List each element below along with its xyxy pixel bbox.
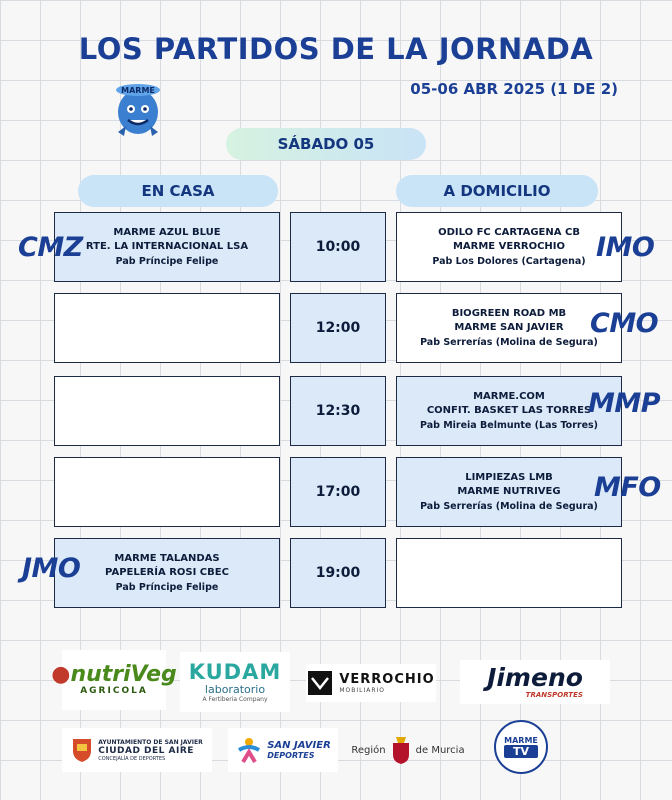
time-box	[290, 457, 386, 527]
match-time: 17:00	[315, 484, 361, 500]
ayto-san-javier-logo	[62, 728, 212, 772]
away-match-box	[396, 457, 622, 527]
away-match-box	[396, 212, 622, 282]
nutriveg-sub: AGRICOLA	[80, 686, 148, 696]
ayto-line2: CIUDAD DEL AIRE	[98, 745, 194, 756]
sjd-name: SAN JAVIER	[267, 740, 331, 751]
nutriveg-name: nutriVeg	[70, 662, 177, 687]
time-box	[290, 293, 386, 363]
sjd-sub: DEPORTES	[267, 751, 315, 760]
date-label: 05-06 ABR 2025 (1 DE 2)	[410, 80, 618, 98]
away-venue: Pab Los Dolores (Cartagena)	[432, 255, 586, 267]
away-team-1: ODILO FC CARTAGENA CB	[438, 226, 580, 238]
jimeno-name: Jimeno	[487, 663, 583, 692]
time-box	[290, 376, 386, 446]
verrochio-sub: MOBILIARIO	[339, 687, 385, 694]
match-time: 12:30	[315, 403, 361, 419]
day-pill: SÁBADO 05	[226, 128, 426, 160]
home-team-1: MARME TALANDAS	[114, 552, 220, 564]
home-match-box	[54, 538, 280, 608]
category-label: CMO	[590, 308, 659, 339]
home-venue: Pab Príncipe Felipe	[115, 255, 219, 267]
home-column-header: EN CASA	[78, 175, 278, 207]
home-team-2: PAPELERÍA ROSI CBEC	[105, 566, 229, 578]
home-match-box-empty	[54, 293, 280, 363]
ayto-line1: AYUNTAMIENTO DE SAN JAVIER	[98, 738, 203, 746]
mascot-logo-text: MARME	[121, 86, 155, 95]
category-label: MFO	[594, 472, 661, 503]
san-javier-deportes-logo	[228, 728, 338, 772]
home-venue: Pab Príncipe Felipe	[115, 581, 219, 593]
home-match-box-empty	[54, 457, 280, 527]
kudam-sub: laboratorio	[204, 683, 266, 696]
verrochio-name: VERROCHIO	[339, 672, 435, 687]
marme-tv-sub: TV	[504, 745, 538, 758]
ayto-line3: CONCEJALÍA DE DEPORTES	[98, 755, 166, 762]
away-venue: Pab Serrerías (Molina de Segura)	[420, 336, 598, 348]
home-match-box-empty	[54, 376, 280, 446]
jimeno-logo	[460, 660, 610, 704]
verrochio-icon	[307, 670, 333, 696]
sport-figure-icon	[235, 736, 263, 764]
away-match-box	[396, 293, 622, 363]
home-match-box	[54, 212, 280, 282]
page-title: LOS PARTIDOS DE LA JORNADA	[78, 32, 594, 66]
region-murcia-logo	[344, 728, 472, 772]
region-shield-icon	[390, 735, 412, 765]
away-team-1: LIMPIEZAS LMB	[465, 471, 553, 483]
marme-tv-logo	[494, 720, 548, 774]
away-venue: Pab Mireia Belmunte (Las Torres)	[419, 419, 599, 431]
away-team-1: BIOGREEN ROAD MB	[451, 307, 567, 319]
time-box	[290, 212, 386, 282]
category-label: CMZ	[18, 232, 83, 263]
jimeno-sub: TRANSPORTES	[525, 691, 583, 699]
away-team-2: CONFIT. BASKET LAS TORRES	[426, 404, 592, 416]
away-match-box-empty	[396, 538, 622, 608]
marme-tv-name: MARME	[504, 736, 538, 745]
mascot-logo	[112, 82, 164, 138]
match-time: 12:00	[315, 320, 361, 336]
kudam-tag: A Fertiberia Company	[202, 696, 268, 703]
category-label: MMP	[588, 388, 661, 419]
category-label: JMO	[22, 553, 81, 584]
kudam-logo	[180, 652, 290, 712]
coat-of-arms-icon	[71, 737, 93, 763]
verrochio-logo	[306, 664, 436, 702]
region-pre: Región	[351, 744, 386, 756]
match-time: 19:00	[315, 565, 361, 581]
time-box	[290, 538, 386, 608]
away-team-2: MARME SAN JAVIER	[454, 321, 564, 333]
away-team-2: MARME VERROCHIO	[452, 240, 566, 252]
home-team-2: RTE. LA INTERNACIONAL LSA	[85, 240, 249, 252]
kudam-name: KUDAM	[188, 660, 282, 684]
region-post: de Murcia	[415, 744, 465, 756]
away-team-2: MARME NUTRIVEG	[457, 485, 561, 497]
home-team-1: MARME AZUL BLUE	[113, 226, 221, 238]
away-column-header: A DOMICILIO	[396, 175, 598, 207]
away-venue: Pab Serrerías (Molina de Segura)	[420, 500, 598, 512]
away-team-1: MARME.COM	[473, 390, 545, 402]
category-label: IMO	[596, 232, 655, 263]
match-time: 10:00	[315, 239, 361, 255]
nutriveg-logo: ●nutriVeg AGRICOLA	[62, 650, 166, 710]
